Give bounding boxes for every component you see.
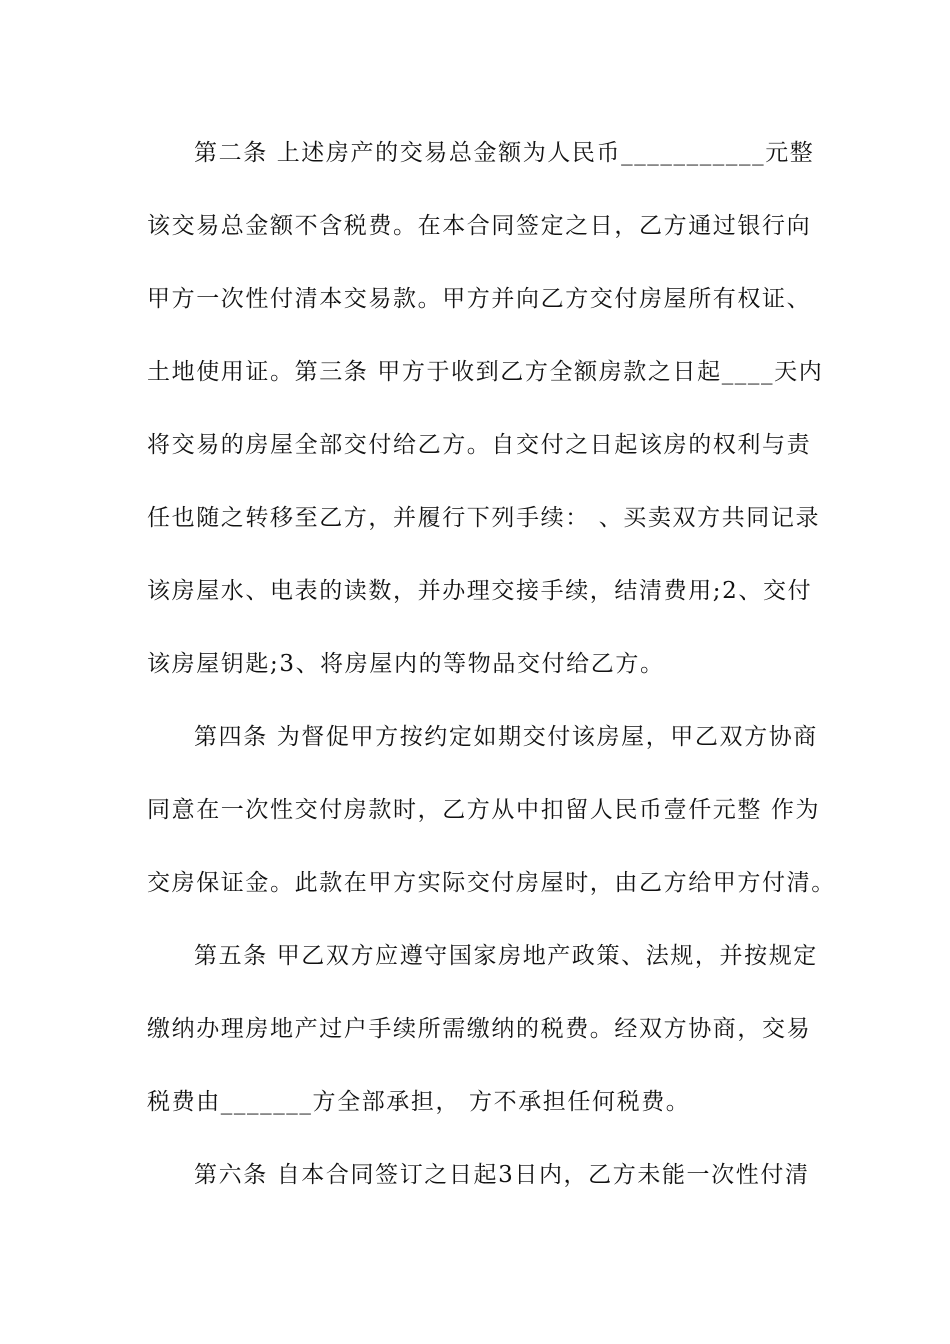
article-3-line-1: 土地使用证。第三条 甲方于收到乙方全额房款之日起____天内 (147, 359, 824, 385)
article-6-line-1: 第六条 自本合同签订之日起3日内，乙方未能一次性付清 (194, 1162, 810, 1188)
article-2-line-1: 第二条 上述房产的交易总金额为人民币___________元整 (194, 140, 815, 166)
article-3-line-2: 将交易的房屋全部交付给乙方。自交付之日起该房的权利与责 (147, 432, 812, 458)
article-3-line-5: 该房屋钥匙;3、将房屋内的等物品交付给乙方。 (147, 651, 665, 677)
article-2-line-3: 甲方一次性付清本交易款。甲方并向乙方交付房屋所有权证、 (147, 286, 812, 312)
article-3-line-3: 任也随之转移至乙方，并履行下列手续： 、买卖双方共同记录 (147, 505, 821, 531)
article-4-line-2: 同意在一次性交付房款时，乙方从中扣留人民币壹仟元整 作为 (147, 797, 821, 823)
article-5-line-1: 第五条 甲乙双方应遵守国家房地产政策、法规，并按规定 (194, 943, 818, 969)
article-2-line-2: 该交易总金额不含税费。在本合同签定之日，乙方通过银行向 (147, 213, 812, 239)
article-4-line-1: 第四条 为督促甲方按约定如期交付该房屋，甲乙双方协商 (194, 724, 818, 750)
article-5-line-2: 缴纳办理房地产过户手续所需缴纳的税费。经双方协商，交易 (147, 1016, 812, 1042)
article-5-line-3: 税费由_______方全部承担， 方不承担任何税费。 (147, 1089, 691, 1115)
article-3-line-4: 该房屋水、电表的读数，并办理交接手续，结清费用;2、交付 (147, 578, 813, 604)
article-4-line-3: 交房保证金。此款在甲方实际交付房屋时，由乙方给甲方付清。 (147, 870, 836, 896)
